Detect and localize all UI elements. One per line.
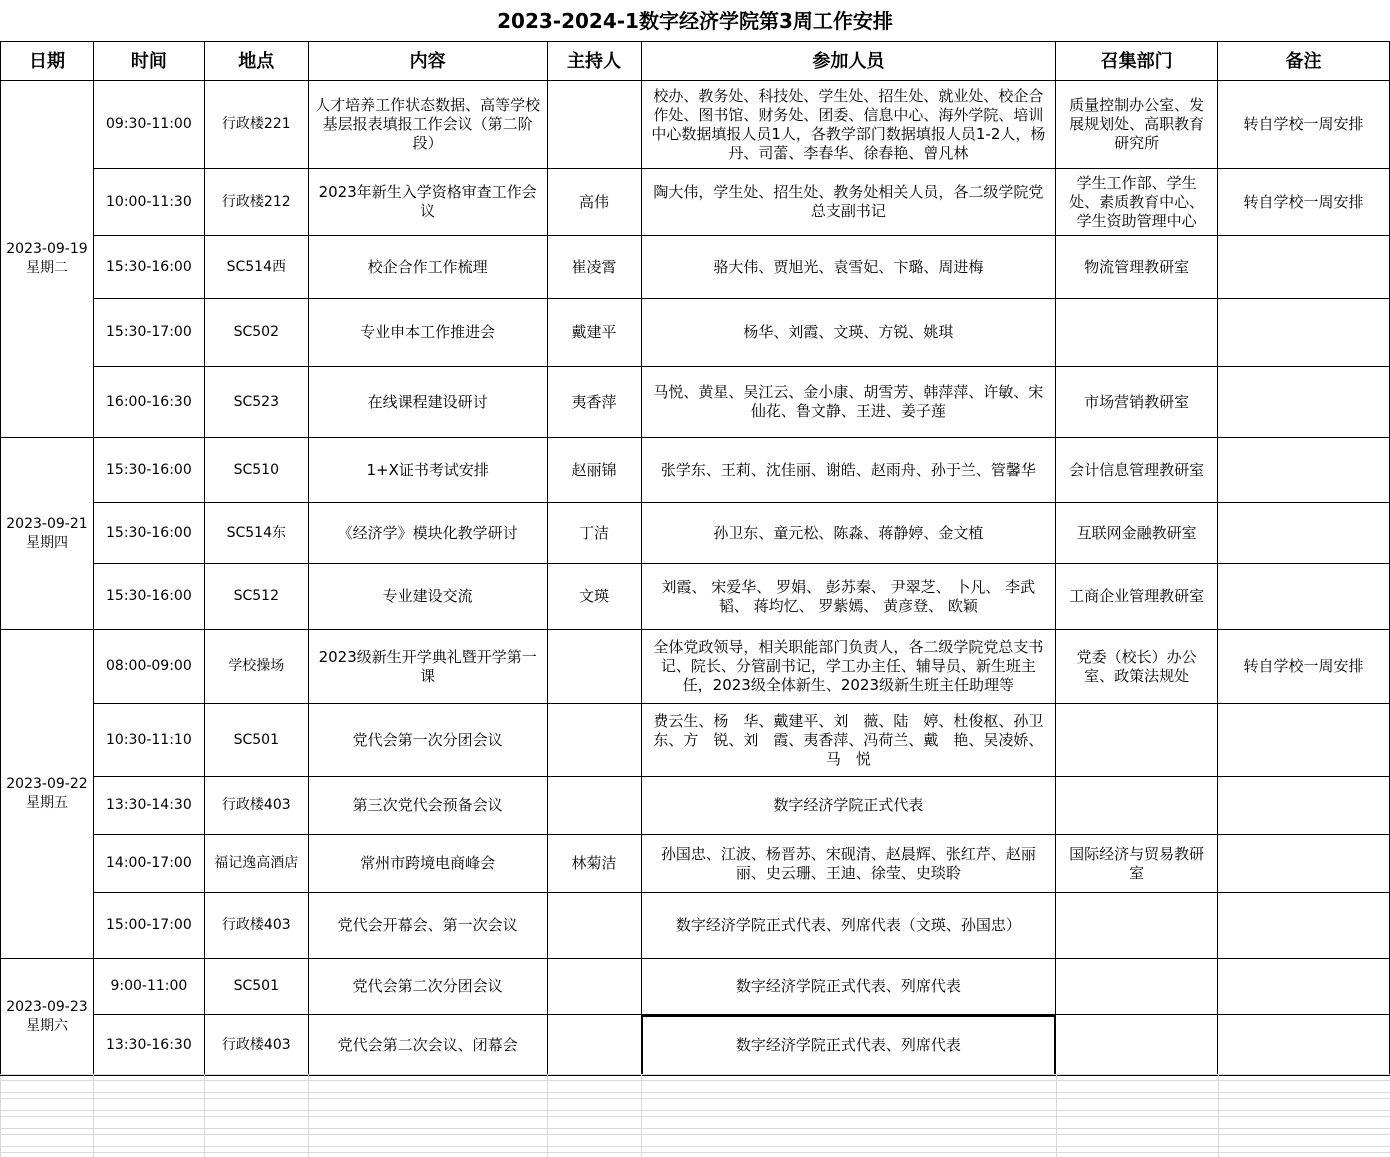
content-cell[interactable]: 1+X证书考试安排 xyxy=(308,438,547,503)
attendees-cell[interactable]: 杨华、刘霞、文瑛、方锐、姚琪 xyxy=(641,299,1056,367)
note-cell[interactable] xyxy=(1218,438,1390,503)
place-cell[interactable]: 学校操场 xyxy=(204,630,308,704)
header-time[interactable]: 时间 xyxy=(93,42,204,81)
time-cell[interactable]: 15:00-17:00 xyxy=(93,893,204,959)
note-cell[interactable] xyxy=(1218,564,1390,630)
date-cell[interactable] xyxy=(1,959,94,1076)
note-cell[interactable] xyxy=(1218,503,1390,564)
host-cell[interactable]: 赵丽锦 xyxy=(547,438,641,503)
time-cell[interactable]: 08:00-09:00 xyxy=(93,630,204,704)
dept-cell[interactable]: 工商企业管理教研室 xyxy=(1056,564,1218,630)
note-cell[interactable] xyxy=(1218,367,1390,438)
header-row xyxy=(1,42,1390,81)
dept-cell[interactable]: 市场营销教研室 xyxy=(1056,367,1218,438)
dept-cell[interactable]: 国际经济与贸易教研室 xyxy=(1056,835,1218,893)
place-cell[interactable]: 行政楼403 xyxy=(204,1015,308,1076)
header-content[interactable]: 内容 xyxy=(308,42,547,81)
host-cell[interactable]: 高伟 xyxy=(547,169,641,236)
note-cell[interactable] xyxy=(1218,959,1390,1015)
sheet-title: 2023-2024-1数字经济学院第3周工作安排 xyxy=(0,0,1390,42)
grid-line xyxy=(1056,1074,1057,1157)
dept-cell[interactable]: 党委（校长）办公室、政策法规处 xyxy=(1056,630,1218,704)
content-cell[interactable]: 第三次党代会预备会议 xyxy=(308,777,547,835)
date-value: 2023-09-21 xyxy=(6,515,88,532)
table-row xyxy=(1,835,1390,893)
time-cell[interactable]: 10:30-11:10 xyxy=(93,704,204,777)
date-cell[interactable] xyxy=(1,438,94,630)
place-cell[interactable]: SC501 xyxy=(204,704,308,777)
time-cell[interactable]: 10:00-11:30 xyxy=(93,169,204,236)
host-cell[interactable]: 文瑛 xyxy=(547,564,641,630)
content-cell[interactable]: 校企合作工作梳理 xyxy=(308,236,547,299)
date-cell[interactable] xyxy=(1,630,94,959)
header-place[interactable]: 地点 xyxy=(204,42,308,81)
table-row xyxy=(1,630,1390,704)
note-cell[interactable] xyxy=(1218,299,1390,367)
host-cell[interactable]: 夷香萍 xyxy=(547,367,641,438)
dept-cell[interactable]: 会计信息管理教研室 xyxy=(1056,438,1218,503)
note-cell[interactable] xyxy=(1218,236,1390,299)
attendees-cell[interactable]: 数字经济学院正式代表、列席代表（文瑛、孙国忠） xyxy=(641,893,1056,959)
time-cell[interactable]: 13:30-14:30 xyxy=(93,777,204,835)
dept-cell[interactable] xyxy=(1056,959,1218,1015)
attendees-cell[interactable]: 数字经济学院正式代表 xyxy=(641,777,1056,835)
date-cell[interactable] xyxy=(1,81,94,438)
attendees-cell[interactable]: 孙卫东、童元松、陈淼、蒋静婷、金文植 xyxy=(641,503,1056,564)
time-cell[interactable]: 9:00-11:00 xyxy=(93,959,204,1015)
content-cell[interactable]: 常州市跨境电商峰会 xyxy=(308,835,547,893)
place-cell[interactable]: SC512 xyxy=(204,564,308,630)
dept-cell[interactable]: 学生工作部、学生处、素质教育中心、学生资助管理中心 xyxy=(1056,169,1218,236)
attendees-cell[interactable]: 马悦、黄星、吴江云、金小康、胡雪芳、韩萍萍、许敏、宋仙花、鲁文静、王进、姜子莲 xyxy=(641,367,1056,438)
host-cell[interactable] xyxy=(547,893,641,959)
content-cell[interactable]: 专业建设交流 xyxy=(308,564,547,630)
host-cell[interactable] xyxy=(547,1015,641,1076)
place-cell[interactable]: 行政楼221 xyxy=(204,81,308,169)
time-cell[interactable]: 15:30-16:00 xyxy=(93,503,204,564)
table-row xyxy=(1,438,1390,503)
note-cell[interactable] xyxy=(1218,1015,1390,1076)
dept-cell[interactable] xyxy=(1056,299,1218,367)
place-cell[interactable]: 行政楼212 xyxy=(204,169,308,236)
attendees-cell[interactable]: 陶大伟，学生处、招生处、教务处相关人员，各二级学院党总支副书记 xyxy=(641,169,1056,236)
grid-line xyxy=(204,1074,205,1157)
place-cell[interactable]: 行政楼403 xyxy=(204,893,308,959)
time-cell[interactable]: 14:00-17:00 xyxy=(93,835,204,893)
attendees-cell[interactable]: 全体党政领导，相关职能部门负责人，各二级学院党总支书记、院长、分管副书记，学工办主任、辅导员、新生班主任，2023级全体新生、2023级新生班主任助理等 xyxy=(641,630,1056,704)
table-row xyxy=(1,777,1390,835)
table-row xyxy=(1,81,1390,169)
dept-cell[interactable] xyxy=(1056,1015,1218,1076)
content-cell[interactable]: 人才培养工作状态数据、高等学校基层报表填报工作会议（第二阶段） xyxy=(308,81,547,169)
content-cell[interactable]: 在线课程建设研讨 xyxy=(308,367,547,438)
header-host[interactable]: 主持人 xyxy=(547,42,641,81)
table-row xyxy=(1,503,1390,564)
attendees-cell[interactable]: 刘霞、 宋爱华、 罗娟、 彭苏秦、 尹翠芝、 卜凡、 李武韬、 蒋均忆、 罗紫嫣、 黄彦登、 欧颖 xyxy=(641,564,1056,630)
attendees-cell[interactable]: 张学东、王莉、沈佳丽、谢皓、赵雨舟、孙于兰、管馨华 xyxy=(641,438,1056,503)
table-row xyxy=(1,893,1390,959)
table-row xyxy=(1,367,1390,438)
content-cell[interactable]: 《经济学》模块化教学研讨 xyxy=(308,503,547,564)
time-cell[interactable]: 15:30-17:00 xyxy=(93,299,204,367)
host-cell[interactable]: 丁洁 xyxy=(547,503,641,564)
dept-cell[interactable]: 物流管理教研室 xyxy=(1056,236,1218,299)
grid-line xyxy=(1218,1074,1219,1157)
place-cell[interactable]: SC502 xyxy=(204,299,308,367)
grid-line xyxy=(308,1074,309,1157)
time-cell[interactable]: 15:30-16:00 xyxy=(93,438,204,503)
empty-grid-area xyxy=(0,1074,1390,1157)
host-cell[interactable] xyxy=(547,777,641,835)
weekday-value: 星期五 xyxy=(25,795,68,811)
note-cell[interactable] xyxy=(1218,704,1390,777)
host-cell[interactable] xyxy=(547,630,641,704)
note-cell[interactable] xyxy=(1218,777,1390,835)
header-note[interactable]: 备注 xyxy=(1218,42,1390,81)
dept-cell[interactable] xyxy=(1056,777,1218,835)
note-cell[interactable]: 转自学校一周安排 xyxy=(1218,81,1390,169)
header-attendees[interactable]: 参加人员 xyxy=(641,42,1056,81)
content-cell[interactable]: 2023年新生入学资格审查工作会议 xyxy=(308,169,547,236)
dept-cell[interactable]: 质量控制办公室、发展规划处、高职教育研究所 xyxy=(1056,81,1218,169)
time-cell[interactable]: 09:30-11:00 xyxy=(93,81,204,169)
dept-cell[interactable]: 互联网金融教研室 xyxy=(1056,503,1218,564)
weekday-value: 星期四 xyxy=(25,534,68,551)
place-cell[interactable]: SC514东 xyxy=(204,503,308,564)
content-cell[interactable]: 2023级新生开学典礼暨开学第一课 xyxy=(308,630,547,704)
table-row xyxy=(1,299,1390,367)
place-cell[interactable]: SC501 xyxy=(204,959,308,1015)
grid-line xyxy=(93,1074,94,1157)
date-value: 2023-09-23 xyxy=(6,999,88,1015)
note-cell[interactable] xyxy=(1218,835,1390,893)
grid-line xyxy=(547,1074,548,1157)
place-cell[interactable]: SC510 xyxy=(204,438,308,503)
host-cell[interactable] xyxy=(547,704,641,777)
table-row xyxy=(1,169,1390,236)
place-cell[interactable]: SC514西 xyxy=(204,236,308,299)
note-cell[interactable] xyxy=(1218,893,1390,959)
time-cell[interactable]: 13:30-16:30 xyxy=(93,1015,204,1076)
date-value: 2023-09-19 xyxy=(6,241,88,257)
content-cell[interactable]: 党代会第二次分团会议 xyxy=(308,959,547,1015)
attendees-cell[interactable]: 费云生、杨 华、戴建平、刘 薇、陆 婷、杜俊枢、孙卫东、方 锐、刘 霞、夷香萍、冯荷兰、戴 艳、吴凌娇、马 悦 xyxy=(641,704,1056,777)
time-cell[interactable]: 15:30-16:00 xyxy=(93,564,204,630)
host-cell[interactable]: 崔凌霄 xyxy=(547,236,641,299)
attendees-cell[interactable]: 数字经济学院正式代表、列席代表 xyxy=(641,959,1056,1015)
header-date[interactable]: 日期 xyxy=(1,42,94,81)
date-value: 2023-09-22 xyxy=(6,776,88,792)
host-cell[interactable] xyxy=(547,81,641,169)
header-dept[interactable]: 召集部门 xyxy=(1056,42,1218,81)
note-cell[interactable]: 转自学校一周安排 xyxy=(1218,169,1390,236)
grid-line xyxy=(641,1074,642,1157)
weekday-value: 星期二 xyxy=(25,260,68,276)
place-cell[interactable]: 行政楼403 xyxy=(204,777,308,835)
dept-cell[interactable] xyxy=(1056,893,1218,959)
content-cell[interactable]: 专业申本工作推进会 xyxy=(308,299,547,367)
table-row xyxy=(1,959,1390,1015)
dept-cell[interactable] xyxy=(1056,704,1218,777)
place-cell[interactable]: 福记逸高酒店 xyxy=(204,835,308,893)
weekday-value: 星期六 xyxy=(25,1018,68,1034)
host-cell[interactable]: 戴建平 xyxy=(547,299,641,367)
host-cell[interactable]: 林菊洁 xyxy=(547,835,641,893)
place-cell[interactable]: SC523 xyxy=(204,367,308,438)
table-row xyxy=(1,1015,1390,1076)
time-cell[interactable]: 15:30-16:00 xyxy=(93,236,204,299)
content-cell[interactable]: 党代会第一次分团会议 xyxy=(308,704,547,777)
attendees-cell[interactable]: 骆大伟、贾旭光、袁雪妃、卞璐、周进梅 xyxy=(641,236,1056,299)
content-cell[interactable]: 党代会第二次会议、闭幕会 xyxy=(308,1015,547,1076)
content-cell[interactable]: 党代会开幕会、第一次会议 xyxy=(308,893,547,959)
host-cell[interactable] xyxy=(547,959,641,1015)
table-row xyxy=(1,704,1390,777)
attendees-cell-selected[interactable]: 数字经济学院正式代表、列席代表 xyxy=(641,1015,1056,1076)
table-row xyxy=(1,236,1390,299)
attendees-cell[interactable]: 校办、教务处、科技处、学生处、招生处、就业处、校企合作处、图书馆、财务处、团委、信息中心、海外学院、培训中心数据填报人员1人，各教学部门数据填报人员1-2人，杨丹、司蕾、李春华、徐春艳、曾凡林 xyxy=(641,81,1056,169)
time-cell[interactable]: 16:00-16:30 xyxy=(93,367,204,438)
table-row xyxy=(1,564,1390,630)
schedule-table xyxy=(0,41,1390,1076)
note-cell[interactable]: 转自学校一周安排 xyxy=(1218,630,1390,704)
attendees-cell[interactable]: 孙国忠、江波、杨晋苏、宋砚清、赵晨辉、张红芹、赵丽丽、史云珊、王迪、徐莹、史琰聆 xyxy=(641,835,1056,893)
